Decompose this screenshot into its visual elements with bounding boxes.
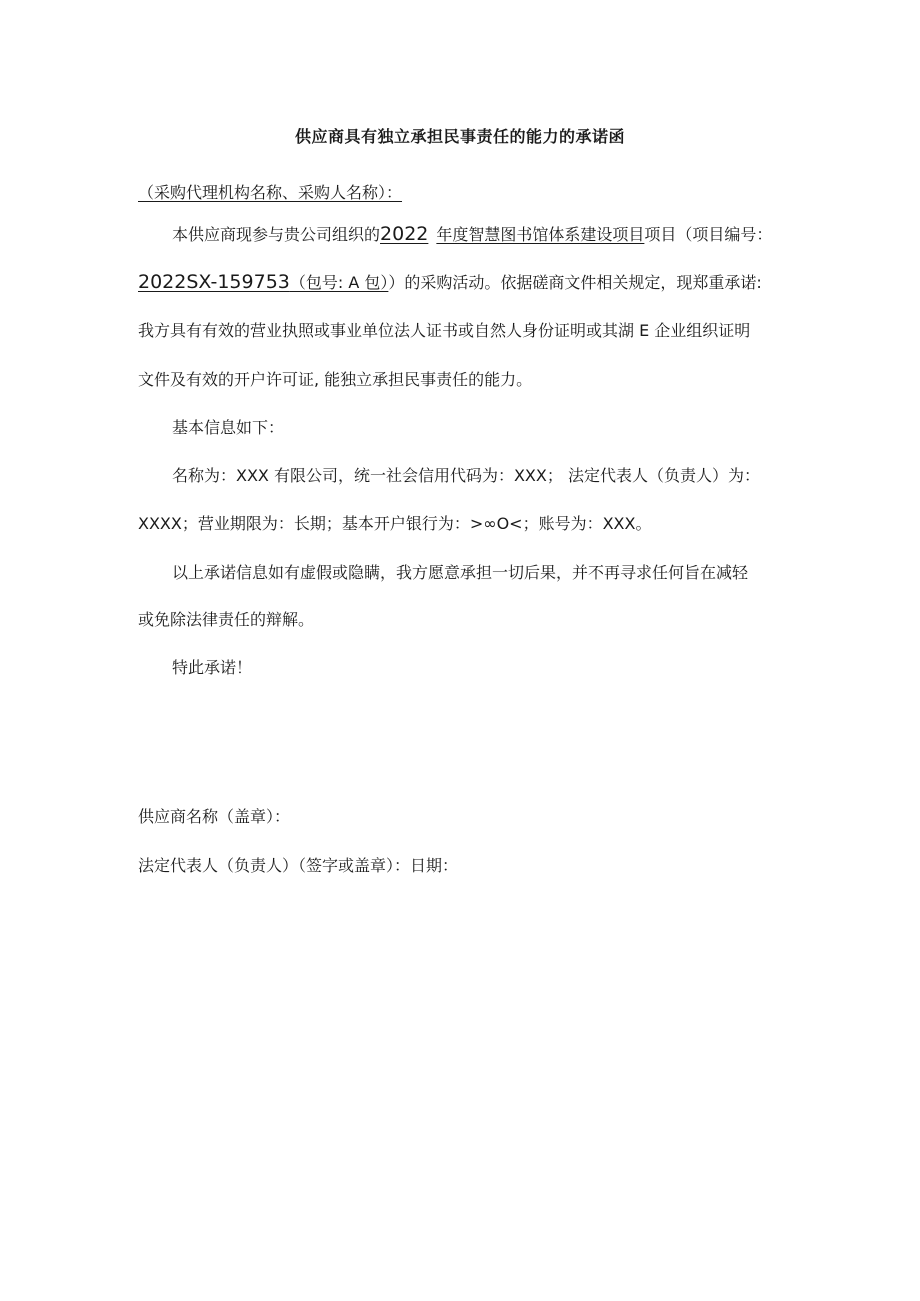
para3-line1: 以上承诺信息如有虚假或隐瞒，我方愿意承担一切后果，并不再寻求任何旨在减轻	[172, 563, 749, 582]
supplier-name-label: 供应商名称（盖章）：	[138, 807, 291, 826]
signature-date-line: 法定代表人（负责人）（签字或盖章）：日期：	[138, 856, 459, 875]
document-title: 供应商具有独立承担民事责任的能力的承诺函	[294, 127, 625, 146]
package-number: （包号: A 包）	[289, 273, 389, 292]
project-number: 2022SX-159753	[138, 271, 290, 293]
para1-project-no-label: 项目（项目编号：	[644, 225, 773, 244]
info-line2: XXXX；营业期限为：长期；基本开户银行为：>∞O<；账号为：XXX。	[138, 514, 652, 533]
para1-intro: 本供应商现参与贵公司组织的	[172, 225, 381, 244]
project-name: 年度智慧图书馆体系建设项目	[436, 225, 645, 244]
project-year: 2022	[380, 223, 429, 245]
para1-line4: 文件及有效的开户许可证, 能独立承担民事责任的能力。	[138, 370, 533, 389]
para3-line2: 或免除法律责任的辩解。	[138, 610, 315, 629]
info-line1: 名称为：XXX 有限公司，统一社会信用代码为：XXX； 法定代表人（负责人）为：	[172, 466, 760, 485]
para1-line3: 我方具有有效的营业执照或事业单位法人证书或自然人身份证明或其湖 E 企业组织证明	[138, 321, 751, 340]
closing-line: 特此承诺！	[172, 658, 253, 677]
addressee-line: （采购代理机构名称、采购人名称）：	[138, 183, 403, 202]
para1-line1	[172, 222, 842, 247]
basic-info-heading: 基本信息如下：	[172, 418, 285, 437]
para1-continued: ）的采购活动。依据磋商文件相关规定，现郑重承诺:	[388, 273, 762, 292]
para1-line2	[138, 270, 808, 295]
